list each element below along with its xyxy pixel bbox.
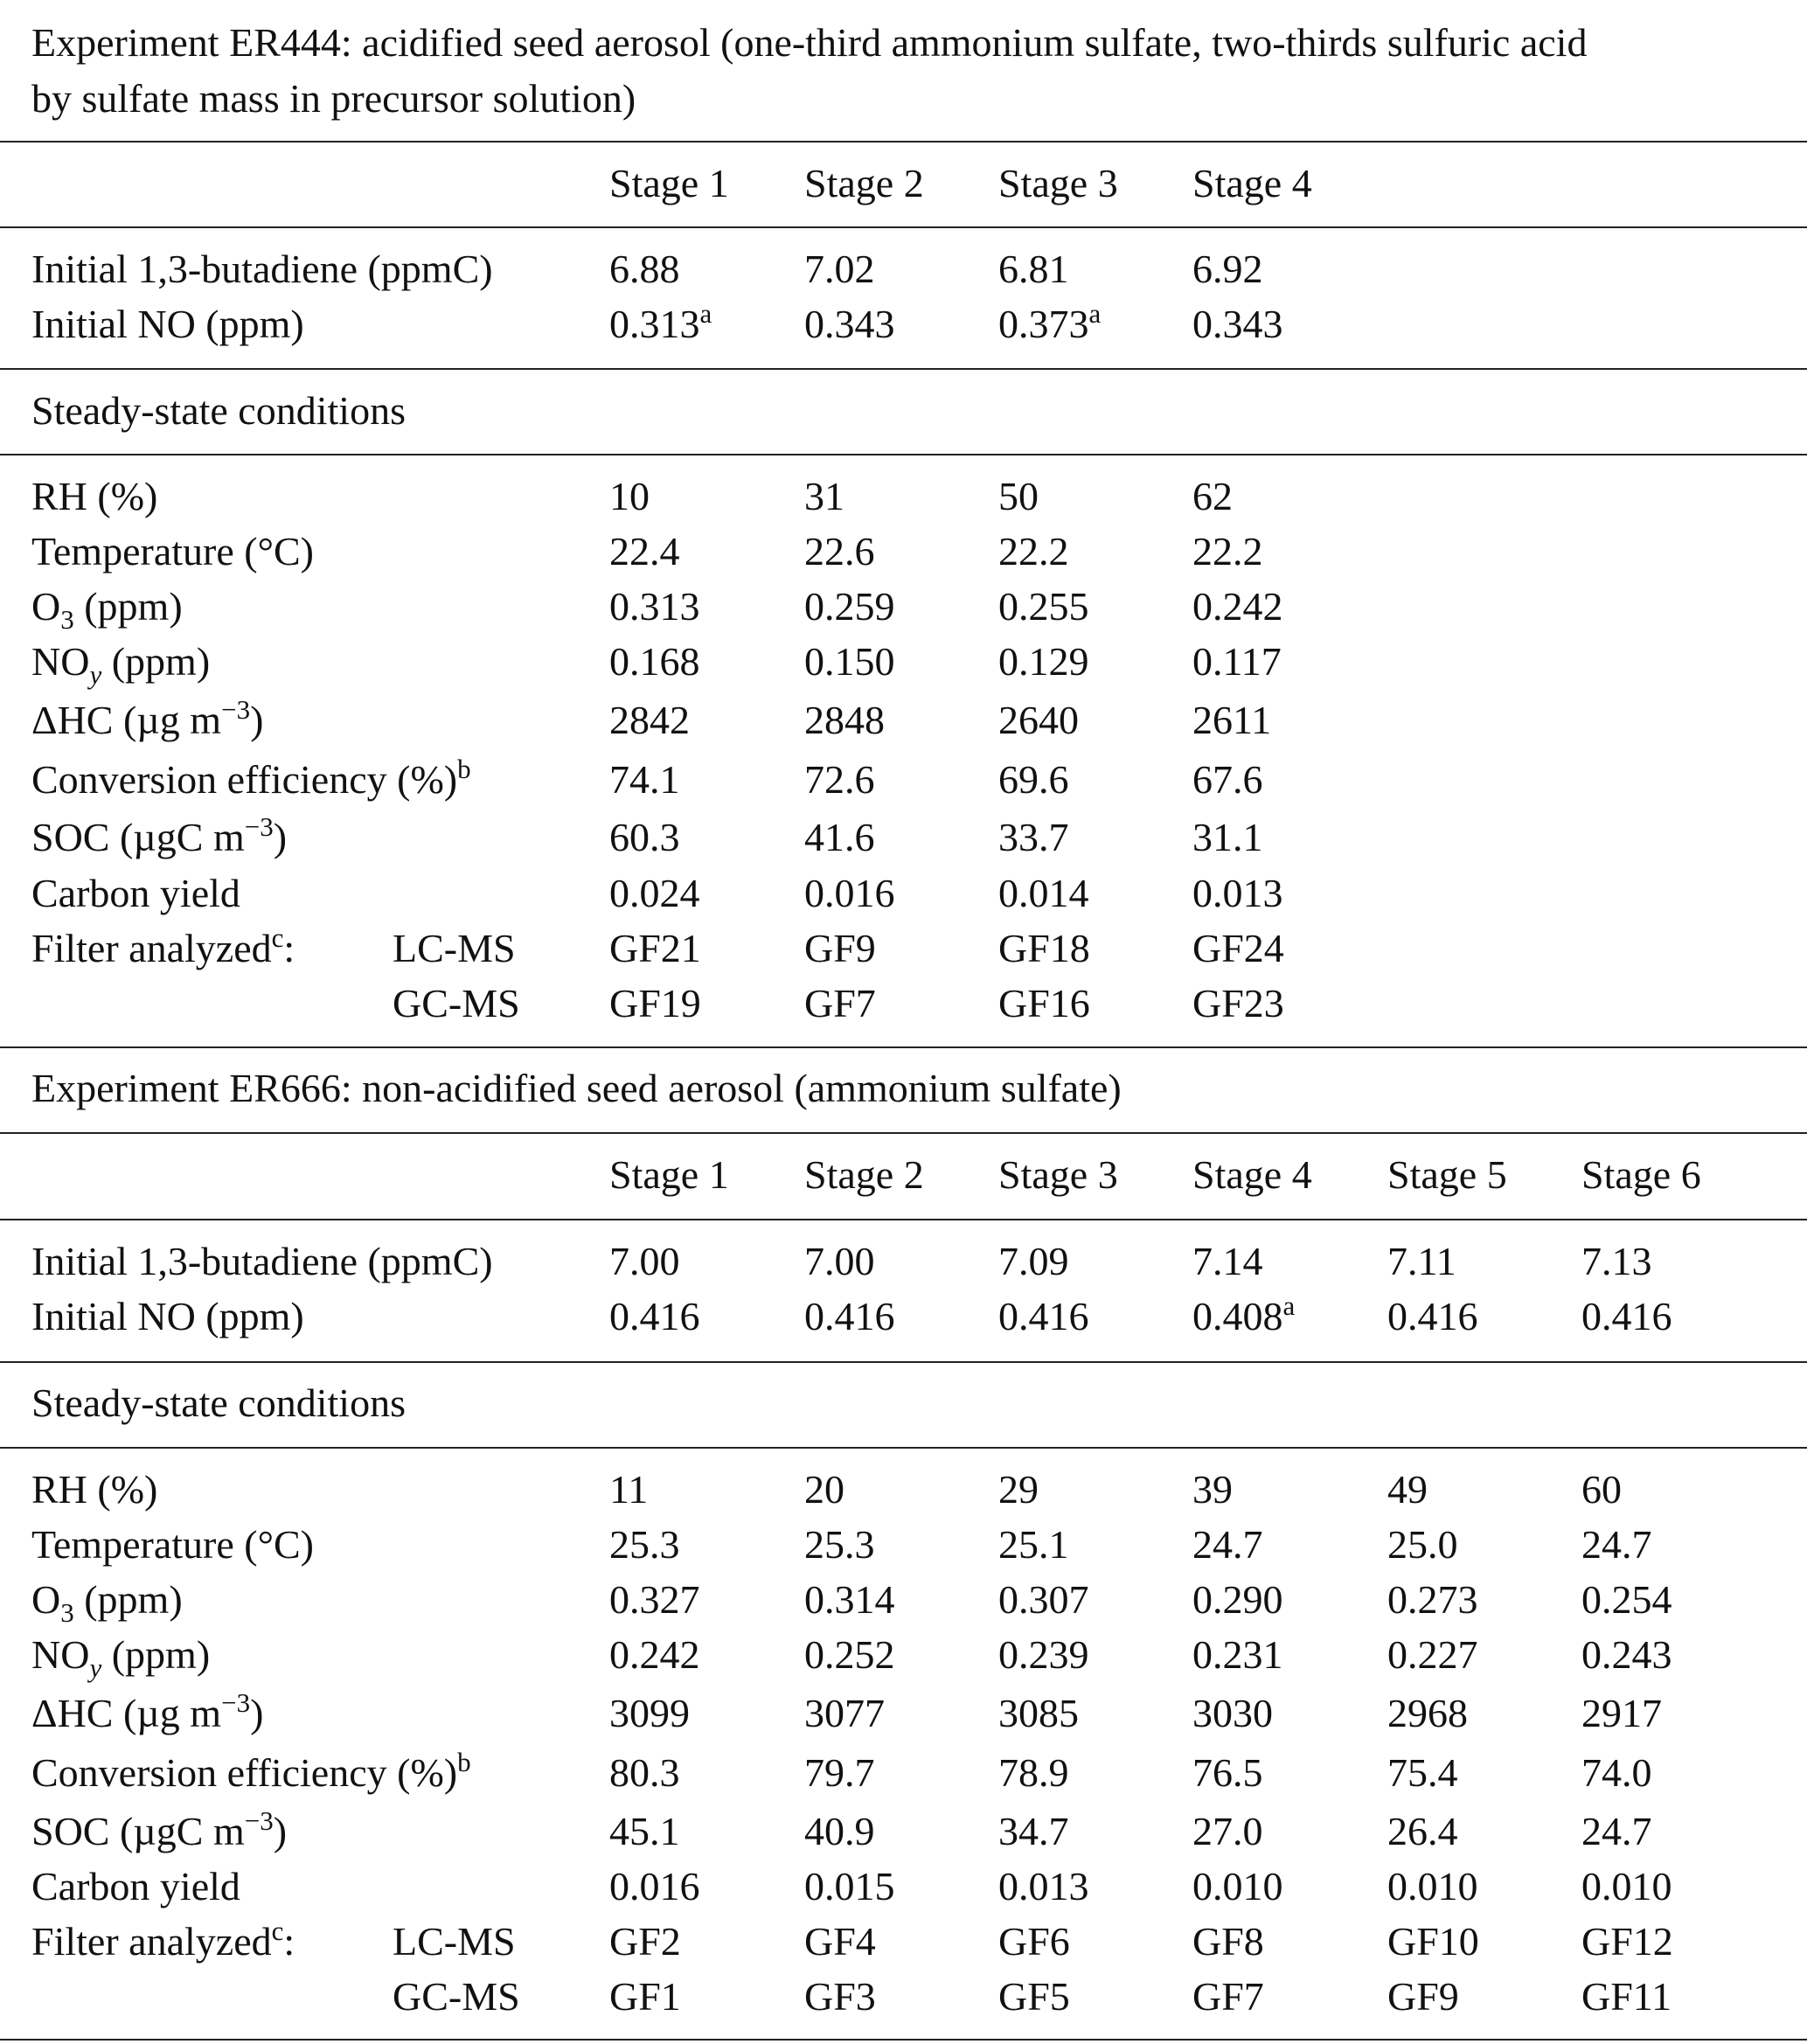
cell: 3077 xyxy=(804,1691,885,1735)
cell: GF23 xyxy=(1192,981,1284,1025)
row-label: SOC (µgC $m^{-3}$) xyxy=(31,1805,288,1853)
cell: 76.5 xyxy=(1192,1750,1263,1795)
cell: 0.314 xyxy=(804,1577,895,1622)
cell: 11 xyxy=(609,1467,649,1512)
cell: 0.307 xyxy=(998,1577,1089,1622)
method-label: LC-MS xyxy=(393,926,516,970)
cell: 0.010 xyxy=(1581,1864,1672,1908)
row-label: SOC (µgC $m^{-3}$) xyxy=(31,811,288,859)
cell: 10 xyxy=(609,474,650,518)
row-label: Initial NO (ppm) xyxy=(31,302,304,346)
cell: 27.0 xyxy=(1192,1809,1263,1853)
cell: 22.4 xyxy=(609,529,680,574)
cell: 67.6 xyxy=(1192,757,1263,802)
cell: 0.259 xyxy=(804,584,895,629)
cell: GF11 xyxy=(1581,1974,1672,2019)
stage-header: Stage 1 xyxy=(609,161,729,205)
cell: 0.313$^a$ xyxy=(609,298,712,346)
row-label: $O_3$ (ppm) xyxy=(31,584,183,635)
row-label: Initial NO (ppm) xyxy=(31,1294,304,1338)
cell: GF8 xyxy=(1192,1919,1264,1964)
row-label: Initial 1,3-butadiene (ppmC) xyxy=(31,247,493,291)
cell: 0.013 xyxy=(1192,871,1283,915)
cell: 24.7 xyxy=(1581,1522,1652,1567)
cell: 7.00 xyxy=(804,1239,875,1283)
cell: 49 xyxy=(1387,1467,1428,1512)
row-label: $O_3$ (ppm) xyxy=(31,1577,183,1628)
cell: GF9 xyxy=(1387,1974,1459,2019)
cell: 0.416 xyxy=(1581,1294,1672,1338)
cell: 24.7 xyxy=(1581,1809,1652,1853)
cell: 75.4 xyxy=(1387,1750,1458,1795)
row-label: ΔHC (µg $m^{-3}$) xyxy=(31,694,264,742)
cell: 0.327 xyxy=(609,1577,700,1622)
row-label: RH (%) xyxy=(31,1467,158,1512)
cell: 3085 xyxy=(998,1691,1079,1735)
cell: 50 xyxy=(998,474,1039,518)
rule xyxy=(0,226,1807,228)
cell: 2968 xyxy=(1387,1691,1468,1735)
row-label: Initial 1,3-butadiene (ppmC) xyxy=(31,1239,493,1283)
cell: 0.016 xyxy=(804,871,895,915)
cell: 0.313 xyxy=(609,584,700,629)
cell: 22.2 xyxy=(1192,529,1263,574)
cell: 33.7 xyxy=(998,815,1069,859)
rule xyxy=(0,1132,1807,1134)
cell: 0.416 xyxy=(998,1294,1089,1338)
cell: 0.255 xyxy=(998,584,1089,629)
row-label: Temperature (°C) xyxy=(31,529,314,574)
cell: 0.254 xyxy=(1581,1577,1672,1622)
cell: 31.1 xyxy=(1192,815,1263,859)
row-label: Carbon yield xyxy=(31,1864,240,1908)
cell: 22.2 xyxy=(998,529,1069,574)
cell: 2848 xyxy=(804,698,885,742)
rule xyxy=(0,368,1807,370)
cell: 22.6 xyxy=(804,529,875,574)
cell: 7.02 xyxy=(804,247,875,291)
cell: 0.129 xyxy=(998,639,1089,684)
row-label: Filter analyzed$^c$: xyxy=(31,922,295,970)
cell: GF19 xyxy=(609,981,701,1025)
cell: 0.010 xyxy=(1192,1864,1283,1908)
cell: 45.1 xyxy=(609,1809,680,1853)
rule xyxy=(0,454,1807,455)
footnote-marker: a xyxy=(699,298,712,329)
cell: 0.242 xyxy=(609,1632,700,1677)
row-label: Carbon yield xyxy=(31,871,240,915)
row-label: Conversion efficiency (%)$^b$ xyxy=(31,1747,471,1795)
cell: 74.0 xyxy=(1581,1750,1652,1795)
cell: 0.416 xyxy=(1387,1294,1478,1338)
cell: 0.416 xyxy=(609,1294,700,1338)
cell: 29 xyxy=(998,1467,1039,1512)
cell: 60.3 xyxy=(609,815,680,859)
cell: 41.6 xyxy=(804,815,875,859)
cell: GF18 xyxy=(998,926,1090,970)
footnote-marker: a xyxy=(1282,1290,1296,1321)
exp2-steady-state-heading: Steady-state conditions xyxy=(31,1380,406,1425)
row-label: Filter analyzed$^c$: xyxy=(31,1915,295,1964)
row-label: Temperature (°C) xyxy=(31,1522,314,1567)
method-label: GC-MS xyxy=(393,1974,520,2019)
cell: 25.1 xyxy=(998,1522,1069,1567)
cell: 0.015 xyxy=(804,1864,895,1908)
cell: 78.9 xyxy=(998,1750,1069,1795)
cell: 0.227 xyxy=(1387,1632,1478,1677)
cell: 3030 xyxy=(1192,1691,1273,1735)
cell: 26.4 xyxy=(1387,1809,1458,1853)
method-label: LC-MS xyxy=(393,1919,516,1964)
cell: 39 xyxy=(1192,1467,1233,1512)
stage-header: Stage 6 xyxy=(1581,1152,1701,1197)
cell: 25.3 xyxy=(804,1522,875,1567)
cell: 6.81 xyxy=(998,247,1069,291)
cell: 0.290 xyxy=(1192,1577,1283,1622)
rule xyxy=(0,2039,1807,2041)
cell: GF5 xyxy=(998,1974,1070,2019)
cell: 25.3 xyxy=(609,1522,680,1567)
cell: 6.92 xyxy=(1192,247,1263,291)
cell: 0.243 xyxy=(1581,1632,1672,1677)
cell: 2842 xyxy=(609,698,690,742)
rule xyxy=(0,1447,1807,1449)
cell: GF3 xyxy=(804,1974,876,2019)
stage-header: Stage 3 xyxy=(998,1152,1118,1197)
cell: 69.6 xyxy=(998,757,1069,802)
row-label: $NO_y$ (ppm) xyxy=(31,639,211,690)
cell: GF1 xyxy=(609,1974,681,2019)
cell: 0.343 xyxy=(804,302,895,346)
cell: 0.408$^a$ xyxy=(1192,1290,1296,1338)
cell: 0.373$^a$ xyxy=(998,298,1102,346)
cell: 0.239 xyxy=(998,1632,1089,1677)
footnote-marker: a xyxy=(1088,298,1102,329)
exp1-steady-state-heading: Steady-state conditions xyxy=(31,388,406,433)
cell: 74.1 xyxy=(609,757,680,802)
stage-header: Stage 1 xyxy=(609,1152,729,1197)
cell: 79.7 xyxy=(804,1750,875,1795)
row-label: ΔHC (µg $m^{-3}$) xyxy=(31,1687,264,1735)
cell: 34.7 xyxy=(998,1809,1069,1853)
cell: GF6 xyxy=(998,1919,1070,1964)
cell: 7.09 xyxy=(998,1239,1069,1283)
cell: 0.252 xyxy=(804,1632,895,1677)
cell: 24.7 xyxy=(1192,1522,1263,1567)
cell: 0.016 xyxy=(609,1864,700,1908)
cell: 0.010 xyxy=(1387,1864,1478,1908)
cell: 3099 xyxy=(609,1691,690,1735)
exp2-title: Experiment ER666: non-acidified seed aerosol (ammonium sulfate) xyxy=(31,1066,1122,1110)
cell: 7.00 xyxy=(609,1239,680,1283)
cell: GF12 xyxy=(1581,1919,1673,1964)
cell: 20 xyxy=(804,1467,844,1512)
row-label: $NO_y$ (ppm) xyxy=(31,1632,211,1683)
stage-header: Stage 2 xyxy=(804,1152,924,1197)
cell: 0.242 xyxy=(1192,584,1283,629)
cell: 0.117 xyxy=(1192,639,1282,684)
cell: 0.150 xyxy=(804,639,895,684)
cell: 0.231 xyxy=(1192,1632,1283,1677)
cell: 0.343 xyxy=(1192,302,1283,346)
cell: 2917 xyxy=(1581,1691,1662,1735)
stage-header: Stage 5 xyxy=(1387,1152,1507,1197)
cell: GF10 xyxy=(1387,1919,1479,1964)
exp1-title-line1: Experiment ER444: acidified seed aerosol (one-third ammonium sulfate, two-thirds sulfuric acid xyxy=(31,20,1588,65)
method-label: GC-MS xyxy=(393,981,520,1025)
row-label: RH (%) xyxy=(31,474,158,518)
cell: GF2 xyxy=(609,1919,681,1964)
stage-header: Stage 4 xyxy=(1192,161,1312,205)
cell: GF4 xyxy=(804,1919,876,1964)
cell: 31 xyxy=(804,474,844,518)
cell: 2611 xyxy=(1192,698,1272,742)
rule xyxy=(0,1361,1807,1363)
cell: 0.168 xyxy=(609,639,700,684)
stage-header: Stage 3 xyxy=(998,161,1118,205)
cell: GF21 xyxy=(609,926,701,970)
stage-header: Stage 4 xyxy=(1192,1152,1312,1197)
cell: GF7 xyxy=(1192,1974,1264,2019)
cell: 40.9 xyxy=(804,1809,875,1853)
cell: 72.6 xyxy=(804,757,875,802)
cell: 0.416 xyxy=(804,1294,895,1338)
cell: 0.014 xyxy=(998,871,1089,915)
cell: GF7 xyxy=(804,981,876,1025)
cell: 7.13 xyxy=(1581,1239,1652,1283)
cell: 80.3 xyxy=(609,1750,680,1795)
cell: 0.024 xyxy=(609,871,700,915)
rule xyxy=(0,141,1807,143)
rule xyxy=(0,1219,1807,1220)
cell: 0.013 xyxy=(998,1864,1089,1908)
cell: 62 xyxy=(1192,474,1233,518)
cell: GF16 xyxy=(998,981,1090,1025)
cell: 7.14 xyxy=(1192,1239,1263,1283)
stage-header: Stage 2 xyxy=(804,161,924,205)
cell: 2640 xyxy=(998,698,1079,742)
row-label: Conversion efficiency (%)$^b$ xyxy=(31,754,471,802)
rule xyxy=(0,1046,1807,1048)
cell: GF24 xyxy=(1192,926,1284,970)
cell: 0.273 xyxy=(1387,1577,1478,1622)
cell: GF9 xyxy=(804,926,876,970)
cell: 7.11 xyxy=(1387,1239,1456,1283)
cell: 25.0 xyxy=(1387,1522,1458,1567)
cell: 60 xyxy=(1581,1467,1622,1512)
exp1-title-line2: by sulfate mass in precursor solution) xyxy=(31,76,636,121)
cell: 6.88 xyxy=(609,247,680,291)
